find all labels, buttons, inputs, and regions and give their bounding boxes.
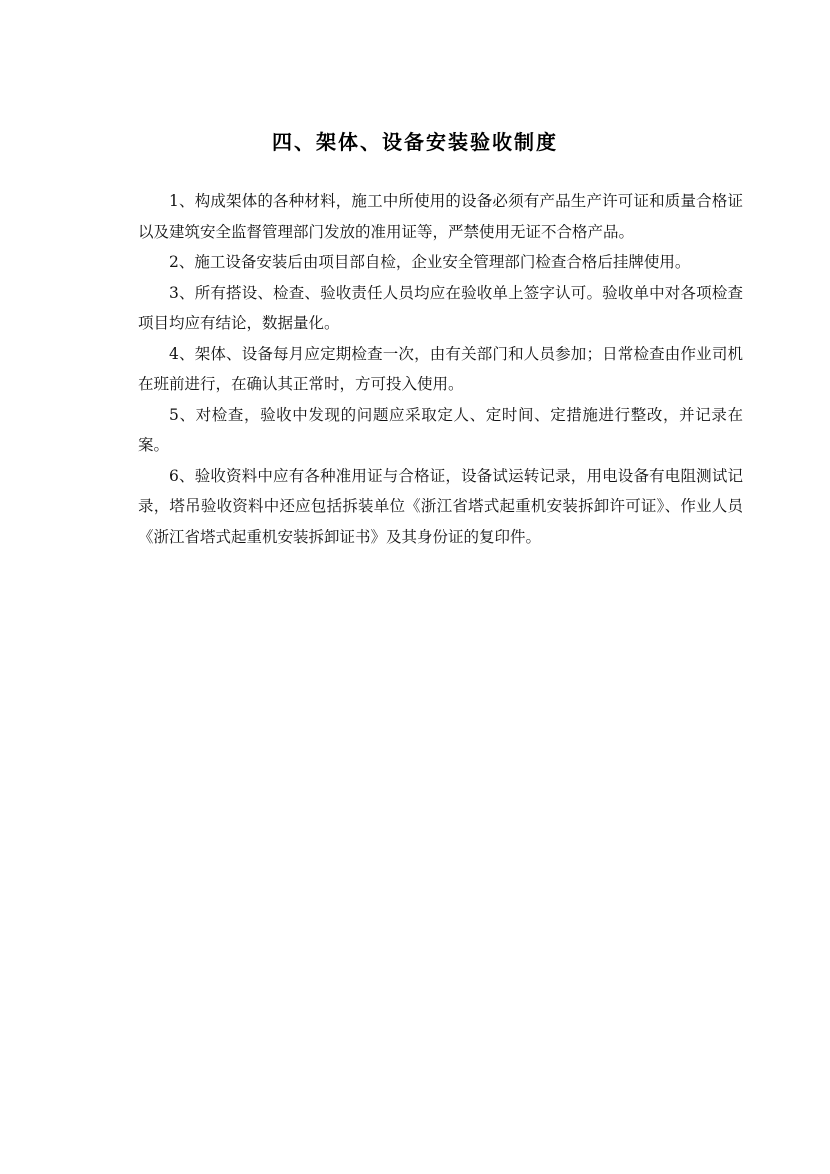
paragraph-2: 2、施工设备安装后由项目部自检，企业安全管理部门检查合格后挂牌使用。 [169,253,691,271]
paragraph-6: 6、验收资料中应有各种准用证与合格证，设备试运转记录，用电设备有电阻测试记录，塔吊验收资料中还应包括拆装单位《浙江省塔式起重机安装拆卸许可证》、作业人员《浙江省塔式起重机安装拆卸证书》及其身份证的复印件。 [138,466,743,546]
document-title: 四、架体、设备安装验收制度 [272,130,558,154]
document-body [138,186,743,552]
paragraph-1: 1、构成架体的各种材料，施工中所使用的设备必须有产品生产许可证和质量合格证以及建筑安全监督管理部门发放的准用证等，严禁使用无证不合格产品。 [138,192,743,241]
paragraph-4: 4、架体、设备每月应定期检查一次，由有关部门和人员参加；日常检查由作业司机在班前进行，在确认其正常时，方可投入使用。 [138,344,743,393]
paragraph-3: 3、所有搭设、检查、验收责任人员均应在验收单上签字认可。验收单中对各项检查项目均应有结论，数据量化。 [138,283,743,332]
paragraph-5: 5、对检查，验收中发现的问题应采取定人、定时间、定措施进行整改，并记录在案。 [138,405,743,454]
